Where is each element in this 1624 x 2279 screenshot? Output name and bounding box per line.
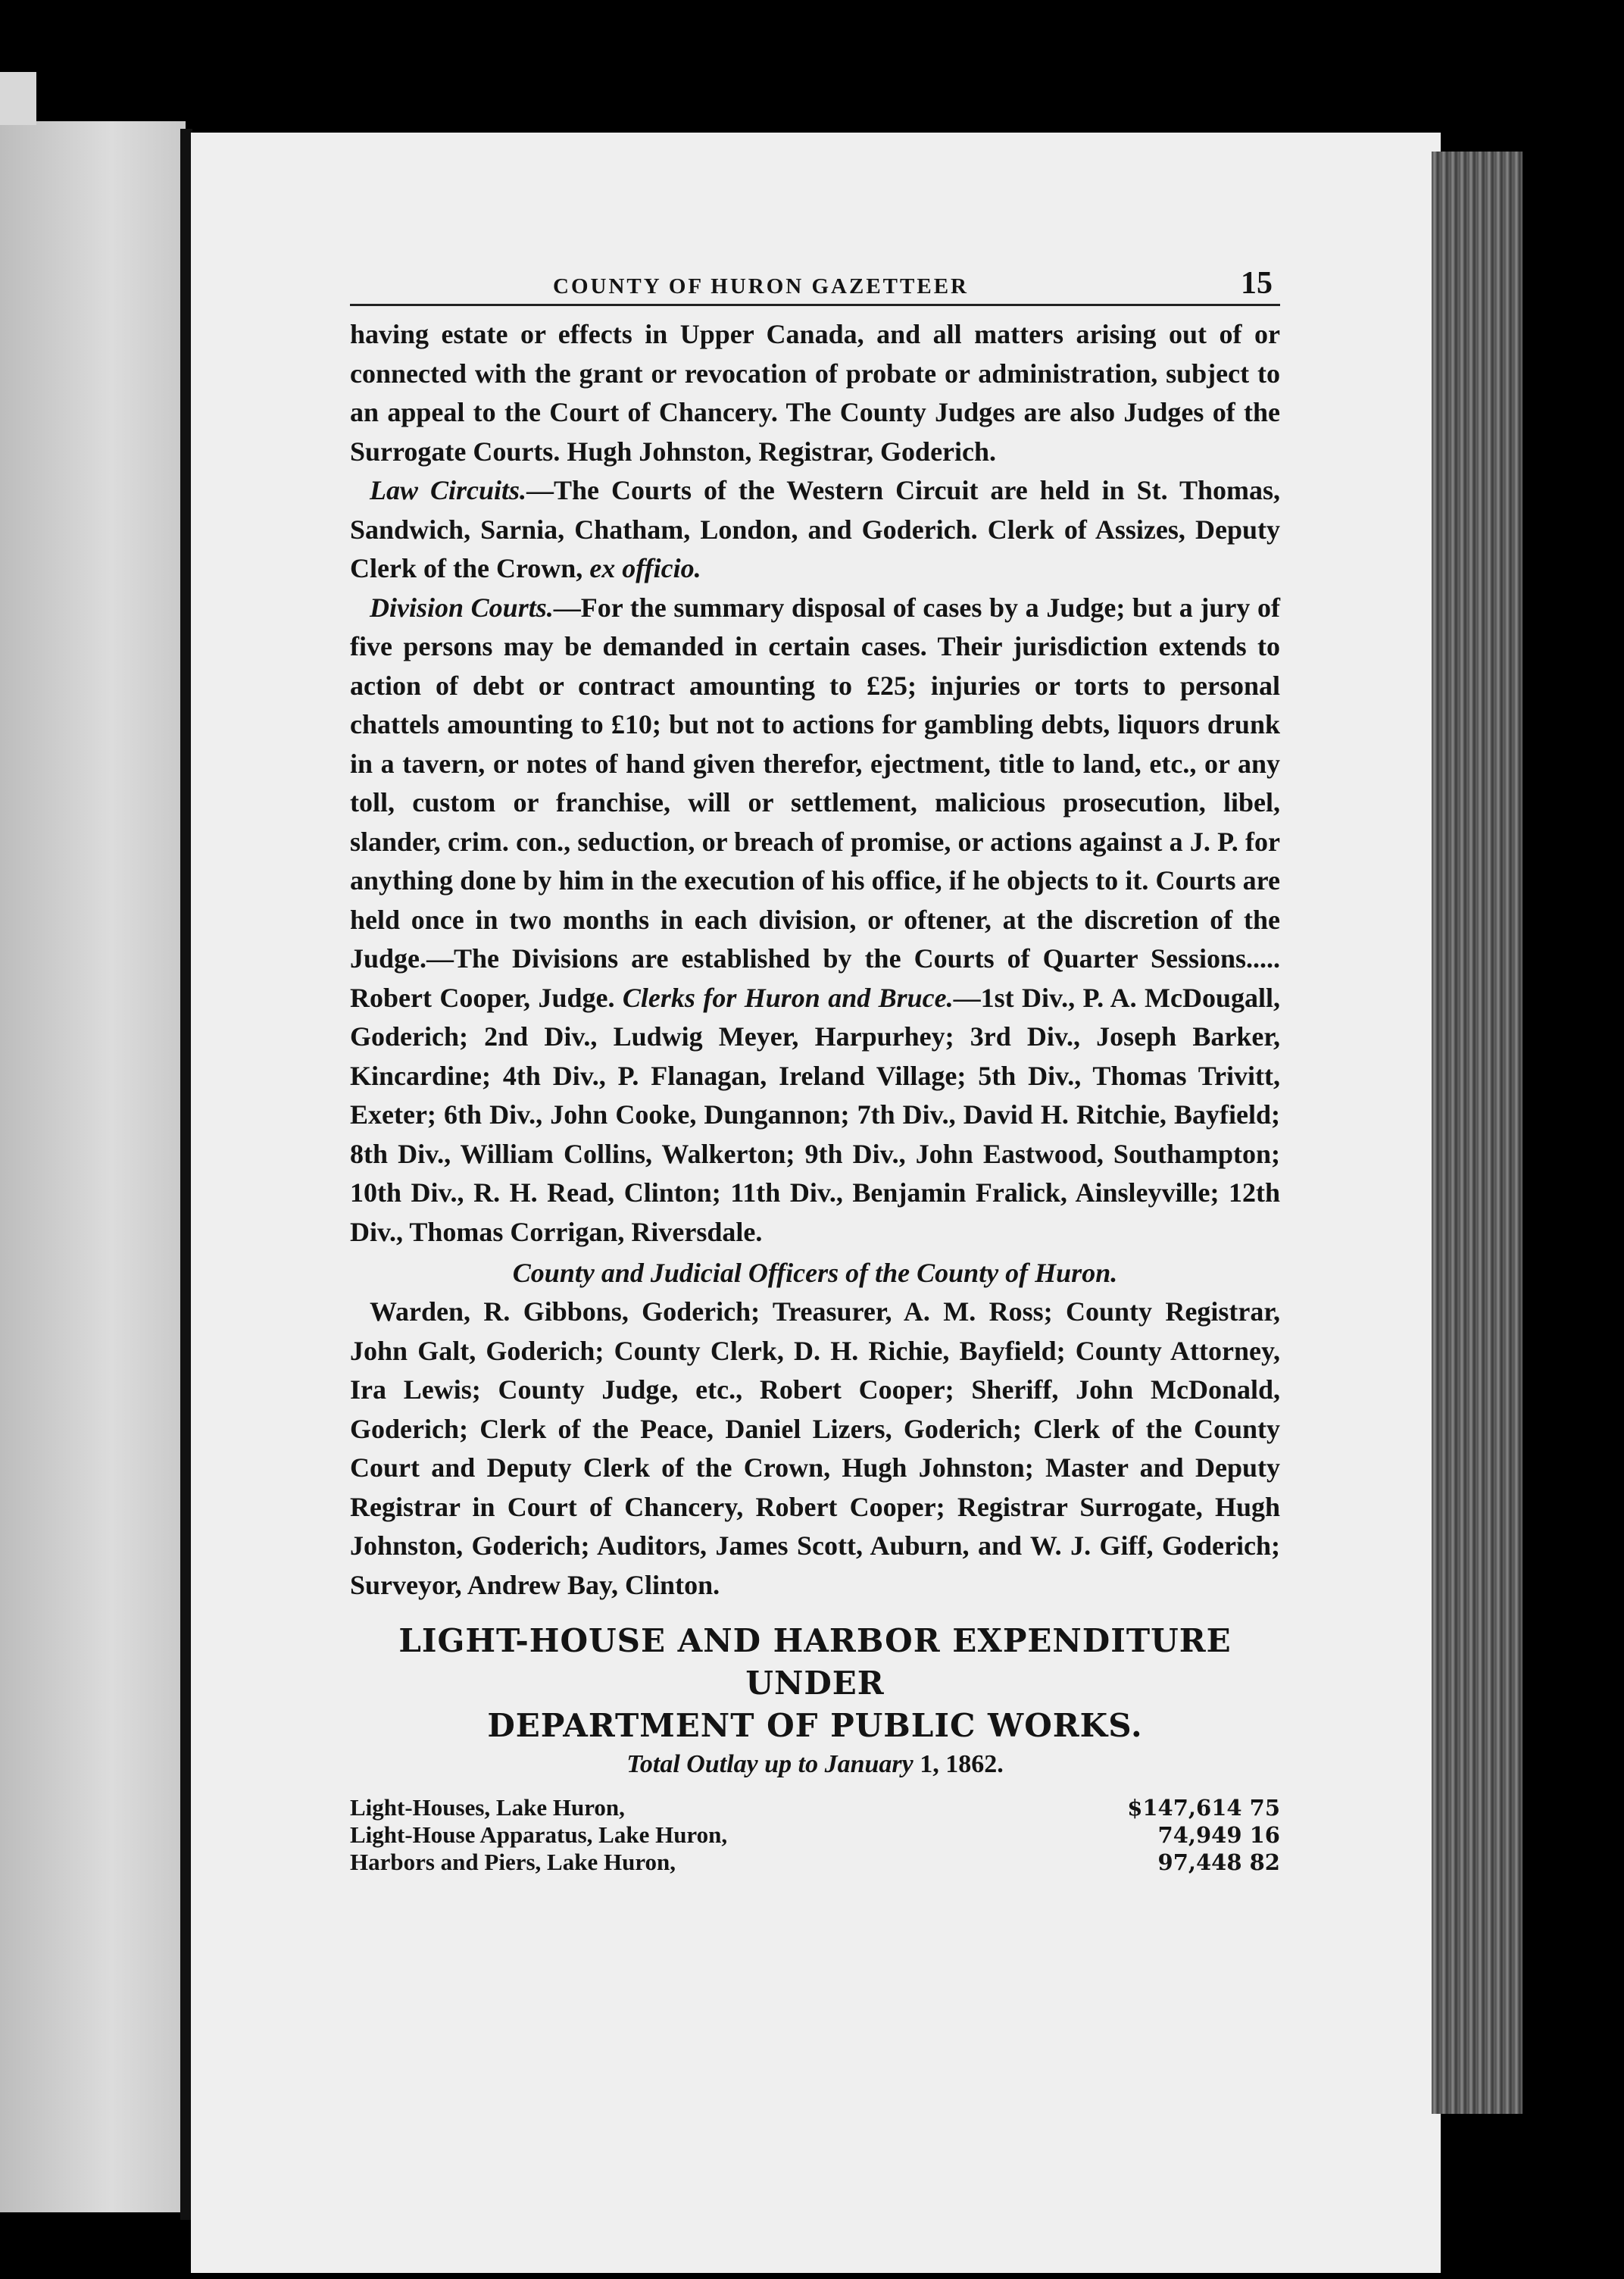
page-stack-edge	[1432, 152, 1522, 2114]
page-text-block	[350, 265, 1280, 1876]
expenditure-heading	[350, 1620, 1280, 1747]
officers-heading: County and Judicial Officers of the County of Huron.	[512, 1258, 1118, 1288]
paragraph-text: having estate or effects in Upper Canada, and all matters arising out of or connected with the grant or revocation of probate or administration, subject to an appeal to the Court of Chancery. The County Judges are also Judges of the Surrogate Courts. Hugh Johnston, Registrar, Goderich.	[350, 319, 1280, 467]
row-amount: $147,614 75	[1127, 1795, 1280, 1821]
body-text	[350, 315, 1280, 1605]
expenditure-table	[350, 1794, 1280, 1876]
facing-page-edge	[0, 121, 186, 2212]
table-row	[350, 1794, 1280, 1821]
page-number: 15	[1241, 266, 1273, 301]
paragraph-division-courts	[350, 589, 1280, 1252]
italic-phrase: ex officio.	[589, 553, 701, 583]
row-label: Harbors and Piers, Lake Huron,	[350, 1849, 676, 1875]
italic-phrase: Clerks for Huron and Bruce.	[622, 982, 954, 1013]
paragraph-law-circuits	[350, 471, 1280, 589]
row-label: Light-House Apparatus, Lake Huron,	[350, 1821, 728, 1848]
row-label: Light-Houses, Lake Huron,	[350, 1794, 625, 1821]
outlay-italic: Total Outlay up to January	[626, 1750, 914, 1778]
table-row	[350, 1821, 1280, 1849]
paragraph-text: Warden, R. Gibbons, Goderich; Treasurer, A. M. Ross; County Registrar, John Galt, Goderich; County Clerk, D. H. Richie, Bayfield; County Attorney, Ira Lewis; County Judge, etc., Robert Cooper; Sheriff, John McDonald, Goderich; Clerk of the Peace, Daniel Lizers, Goderich; Clerk of the County Court and Deputy Clerk of the Crown, Hugh Johnston; Master and Deputy Registrar in Court of Chancery, Robert Cooper; Registrar Surrogate, Hugh Johnston, Goderich; Auditors, James Scott, Auburn, and W. J. Giff, Goderich; Surveyor, Andrew Bay, Clinton.	[350, 1296, 1280, 1600]
running-title: COUNTY OF HURON GAZETTEER	[553, 274, 969, 299]
outlay-date: 1, 1862.	[913, 1750, 1004, 1778]
row-amount: 74,949 16	[1157, 1822, 1280, 1848]
expenditure-heading-line2: DEPARTMENT OF PUBLIC WORKS.	[487, 1707, 1143, 1744]
paragraph-officers	[350, 1293, 1280, 1605]
outlay-subheading	[350, 1747, 1280, 1782]
paragraph-probate	[350, 315, 1280, 471]
paragraph-text-continued: —1st Div., P. A. McDougall, Goderich; 2nd Div., Ludwig Meyer, Harpurhey; 3rd Div., Joseph Barker, Kincardine; 4th Div., P. Flanagan, Ireland Village; 5th Div., Thomas Trivitt, Exeter; 6th Div., John Cooke, Dungannon; 7th Div., David H. Ritchie, Bayfield; 8th Div., William Collins, Walkerton; 9th Div., John Eastwood, Southampton; 10th Div., R. H. Read, Clinton; 11th Div., Benjamin Fralick, Ainsleyville; 12th Div., Thomas Corrigan, Riversdale.	[350, 982, 1280, 1247]
paragraph-heading: Law Circuits.	[370, 475, 527, 505]
row-amount: 97,448 82	[1157, 1849, 1280, 1875]
expenditure-heading-line1: LIGHT-HOUSE AND HARBOR EXPENDITURE UNDER	[398, 1622, 1232, 1702]
paragraph-text: —The Courts of the Western Circuit are held in St. Thomas, Sandwich, Sarnia, Chatham, London, and Goderich. Clerk of Assizes, Deputy Clerk of the Crown,	[350, 475, 1280, 583]
table-row	[350, 1849, 1280, 1876]
facing-page-tab	[0, 72, 36, 125]
paragraph-text: —For the summary disposal of cases by a Judge; but a jury of five persons may be demanded in certain cases. Their jurisdiction extends to action of debt or contract amounting to £25; injuries or torts to personal chattels amounting to £10; but not to actions for gambling debts, liquors drunk in a tavern, or notes of hand given therefor, ejectment, title to land, etc., or any toll, custom or franchise, will or settlement, malicious prosecution, libel, slander, crim. con., seduction, or breach of promise, or actions against a J. P. for anything done by him in the execution of his office, if he objects to it. Courts are held once in two months in each division, or oftener, at the discretion of the Judge.—The Divisions are established by the Courts of Quarter Sessions..... Robert Cooper, Judge.	[350, 592, 1280, 1013]
paragraph-heading: Division Courts.	[370, 592, 554, 623]
running-head	[350, 265, 1280, 306]
